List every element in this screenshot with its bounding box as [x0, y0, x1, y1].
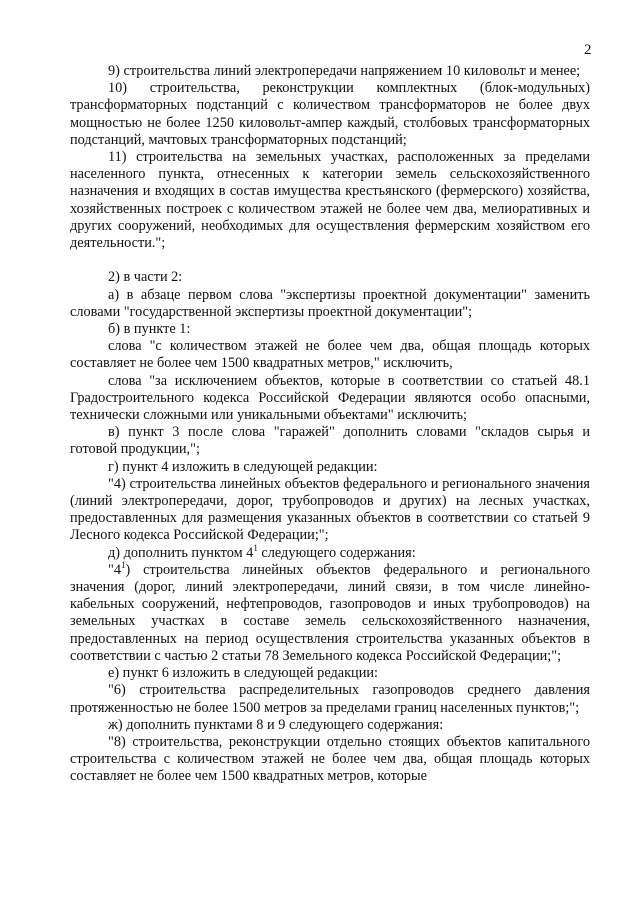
paragraph: 10) строительства, реконструкции комплектных (блок-модульных) трансформаторных подстанций с количеством трансформаторов не более двух мощностью не более 1250 киловольт-ампер каждый, столбовых трансформаторных подстанций, мачтовых трансформаторных подстанций;	[70, 80, 590, 148]
paragraph: слова "за исключением объектов, которые в соответствии со статьей 48.1 Градостроительного кодекса Российской Федерации являются особо опасными, технически сложными или уникальными объектами" исключить;	[70, 372, 590, 424]
page-number: 2	[584, 42, 592, 58]
paragraph: ж) дополнить пунктами 8 и 9 следующего содержания:	[108, 716, 444, 733]
paragraph: "4) строительства линейных объектов федерального и регионального значения (линий электропередачи, дорог, трубопроводов и других) на лесных участках, предоставленных для размещения указанных объектов в соответствии со статьей 9 Лесного кодекса Российской Федерации;";	[70, 475, 590, 544]
superscript: 1	[253, 542, 258, 553]
paragraph: а) в абзаце первом слова "экспертизы проектной документации" заменить словами "государственной экспертизы проектной документации";	[70, 286, 590, 320]
document-body	[70, 63, 590, 786]
paragraph	[70, 562, 590, 665]
paragraph: 2) в части 2:	[108, 269, 183, 286]
text-run: д) дополнить пунктом 4	[108, 544, 254, 561]
text-run: ) строительства линейных объектов федерального и регионального значения (дорог, линий электропередачи, линий связи, в том числе линейно-кабельных сооружений, нефтепроводов, газопроводов и иных трубопроводов) на земельных участках в составе земель сельскохозяйственного назначения, предоставленных на период осуществления строительства указанных объектов в соответствии с частью 2 статьи 78 Земельного кодекса Российской Федерации;";	[70, 561, 590, 664]
text-run: следующего содержания:	[257, 544, 416, 561]
superscript: 1	[121, 560, 126, 571]
text-run: "4	[108, 561, 121, 578]
paragraph: 11) строительства на земельных участках, расположенных за пределами населенного пункта, отнесенных к категории земель сельскохозяйственного назначения и входящих в состав имущества крестьянского (фермерского) хозяйства, хозяйственных построек с количеством этажей не более чем два, мелиоративных и других сооружений, необходимых для осуществления фермерским хозяйством его деятельности.";	[70, 149, 590, 252]
paragraph: б) в пункте 1:	[108, 321, 191, 338]
paragraph: "6) строительства распределительных газопроводов среднего давления протяженностью не более 1500 метров за пределами границ населенных пунктов;";	[70, 682, 590, 716]
paragraph: 9) строительства линий электропередачи напряжением 10 киловольт и менее;	[108, 63, 581, 79]
paragraph	[70, 542, 590, 562]
paragraph: в) пункт 3 после слова "гаражей" дополнить словами "складов сырья и готовой продукции,";	[70, 424, 590, 458]
paragraph: е) пункт 6 изложить в следующей редакции:	[108, 665, 378, 682]
paragraph: "8) строительства, реконструкции отдельно стоящих объектов капитального строительства с количеством этажей не более чем два, общая площадь которых составляет не более чем 1500 квадратных метров, которые	[70, 733, 590, 785]
paragraph: г) пункт 4 изложить в следующей редакции:	[108, 458, 378, 475]
paragraph: слова "с количеством этажей не более чем два, общая площадь которых составляет не более чем 1500 квадратных метров," исключить,	[70, 338, 590, 372]
